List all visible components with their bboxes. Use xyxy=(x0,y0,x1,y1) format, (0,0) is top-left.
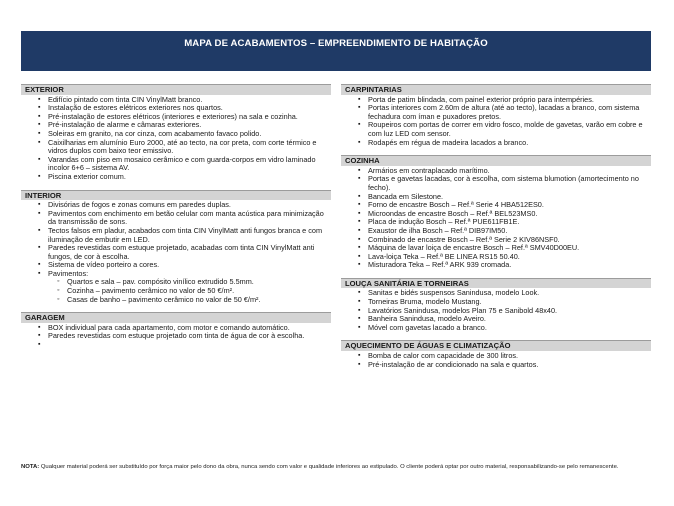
list-item: ▪ Tectos falsos em pladur, acabados com tinta CIN VinylMatt anti fungos branca e com iluminação de embutir em LED. xyxy=(38,227,331,244)
sub-list-item: ◦ Quartos e sala – pav. compósito vinílico extrudido 5.5mm. xyxy=(57,278,329,287)
right-column xyxy=(341,84,651,377)
list-item: ▪ Sistema de vídeo porteiro a cores. xyxy=(38,261,331,270)
section-heading: CARPINTARIAS xyxy=(341,84,651,95)
section-heading: LOUÇA SANITÁRIA E TORNEIRAS xyxy=(341,278,651,289)
item-list xyxy=(341,96,651,148)
list-item: ▪ Sanitas e bidés suspensos Sanindusa, modelo Look. xyxy=(358,289,651,298)
item-list xyxy=(341,167,651,270)
section-exterior xyxy=(21,84,331,182)
list-item: ▪ Varandas com piso em mosaico cerâmico e com guarda-corpos em vidro laminado incolor 6+6 – sistema AV. xyxy=(38,156,331,173)
list-item: ▪ Máquina de lavar loiça de encastre Bosch – Ref.ª SMV40D00EU. xyxy=(358,244,651,253)
list-item: ▪ Móvel com gavetas lacado a branco. xyxy=(358,324,651,333)
pavimentos-label: Pavimentos: xyxy=(48,268,89,278)
list-item: ▪ Microondas de encastre Bosch – Ref.ª BEL523MS0. xyxy=(358,210,651,219)
footnote xyxy=(21,463,657,471)
list-item: ▪ Pré-instalação de estores elétricos (interiores e exteriores) na sala e cozinha. xyxy=(38,113,331,122)
list-item: ▪ Porta de patim blindada, com painel exterior próprio para intempéries. xyxy=(358,96,651,105)
list-item: ▪ Portas e gavetas lacadas, cor à escolha, com sistema blumotion (amortecimento no fecho). xyxy=(358,175,651,192)
section-heading: GARAGEM xyxy=(21,312,331,323)
section-heading: INTERIOR xyxy=(21,190,331,201)
section-heading: COZINHA xyxy=(341,155,651,166)
item-list xyxy=(21,324,331,350)
section-carpintarias xyxy=(341,84,651,147)
left-column xyxy=(21,84,331,358)
section-heading: AQUECIMENTO DE ÁGUAS E CLIMATIZAÇÃO xyxy=(341,340,651,351)
list-item: ▪ Paredes revestidas com estuque projetado, acabadas com tinta CIN VinylMatt anti fungos, de cor à escolha. xyxy=(38,244,331,261)
list-item-empty xyxy=(38,341,331,350)
footnote-label: NOTA: xyxy=(21,464,40,470)
section-cozinha xyxy=(341,155,651,270)
list-item: ▪ Misturadora Teka – Ref.ª ARK 939 cromada. xyxy=(358,261,651,270)
sub-list-item: ◦ Cozinha – pavimento cerâmico no valor de 50 €/m². xyxy=(57,287,329,296)
list-item: ▪ Piscina exterior comum. xyxy=(38,173,331,182)
section-aquecimento xyxy=(341,340,651,369)
list-item: ▪ Pré-instalação de alarme e câmaras exteriores. xyxy=(38,121,331,130)
list-item: ▪ Forno de encastre Bosch – Ref.ª Serie 4 HBA512ES0. xyxy=(358,201,651,210)
list-item: ▪ Bancada em Silestone. xyxy=(358,193,651,202)
list-item: ▪ Roupeiros com portas de correr em vidro fosco, molde de gavetas, varão em cobre e com luz LED com sensor. xyxy=(358,121,651,138)
list-item: ▪ Exaustor de ilha Bosch – Ref.ª DIB97IM50. xyxy=(358,227,651,236)
list-item: ▪ Pré-instalação de ar condicionado na sala e quartos. xyxy=(358,361,651,370)
list-item: ▪ Edifício pintado com tinta CIN VinylMatt branco. xyxy=(38,96,331,105)
list-item: ▪ Lava-loiça Teka – Ref.ª BE LINEA RS15 50.40. xyxy=(358,253,651,262)
list-item: ▪ Placa de indução Bosch – Ref.ª PUE611FB1E. xyxy=(358,218,651,227)
list-item: ▪ BOX individual para cada apartamento, com motor e comando automático. xyxy=(38,324,331,333)
section-interior xyxy=(21,190,331,305)
page-title: MAPA DE ACABAMENTOS – EMPREENDIMENTO DE HABITAÇÃO xyxy=(184,38,488,49)
list-item: ▪ Rodapés em régua de madeira lacados a branco. xyxy=(358,139,651,148)
section-garagem xyxy=(21,312,331,349)
list-item: ▪ Bomba de calor com capacidade de 300 litros. xyxy=(358,352,651,361)
list-item: ▪ Caixilharias em alumínio Euro 2000, até ao tecto, na cor preta, com corte térmico e vidros duplos com baixo teor emissivo. xyxy=(38,139,331,156)
list-item: ▪ Lavatórios Sanindusa, modelos Plan 75 e Sanibold 48x40. xyxy=(358,307,651,316)
section-heading: EXTERIOR xyxy=(21,84,331,95)
list-item: ▪ Banheira Sanindusa, modelo Aveiro. xyxy=(358,315,651,324)
list-item: ▪ Divisórias de fogos e zonas comuns em paredes duplas. xyxy=(38,201,331,210)
item-list xyxy=(341,289,651,332)
footnote-text: Qualquer material poderá ser substituído por força maior pelo dono da obra, nunca sendo com valor e qualidade inferiores ao estipulado. O cliente poderá optar por outro material, responsabilizando-se pelo remanescente. xyxy=(39,464,619,470)
sub-list-item: ◦ Casas de banho – pavimento cerâmico no valor de 50 €/m². xyxy=(57,296,329,305)
pavimentos-sublist xyxy=(48,278,329,304)
list-item: ▪ Soleiras em granito, na cor cinza, com acabamento favaco polido. xyxy=(38,130,331,139)
list-item-pavimentos xyxy=(38,270,331,304)
list-item: ▪ Pavimentos com enchimento em betão celular com manta acústica para minimização da transmissão de sons. xyxy=(38,210,331,227)
item-list xyxy=(21,96,331,182)
list-item: ▪ Instalação de estores elétricos exteriores nos quartos. xyxy=(38,104,331,113)
item-list xyxy=(21,201,331,304)
item-list xyxy=(341,352,651,369)
header-banner xyxy=(21,31,651,71)
list-item: ▪ Portas interiores com 2.60m de altura (até ao tecto), lacadas a branco, com sistema fechadura com íman e puxadores pretos. xyxy=(358,104,651,121)
list-item: ▪ Combinado de encastre Bosch – Ref.ª Serie 2 KIV86NSF0. xyxy=(358,236,651,245)
list-item: ▪ Paredes revestidas com estuque projetado com tinta de água de cor à escolha. xyxy=(38,332,331,341)
list-item: ▪ Armários em contraplacado marítimo. xyxy=(358,167,651,176)
section-louca-sanitaria xyxy=(341,278,651,333)
list-item: ▪ Torneiras Bruma, modelo Mustang. xyxy=(358,298,651,307)
